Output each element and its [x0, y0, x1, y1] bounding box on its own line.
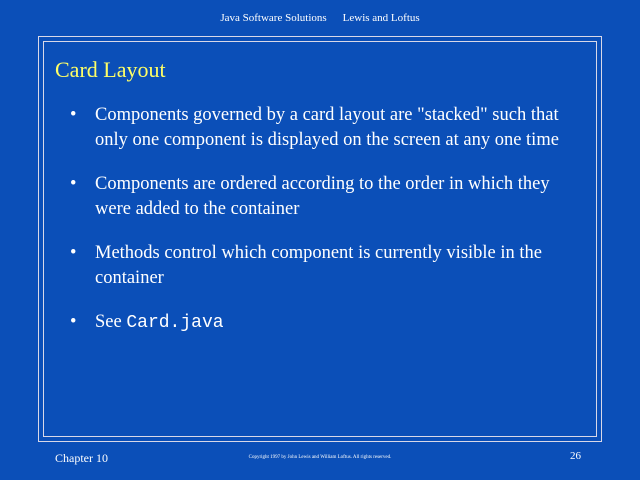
bullet-text: Components are ordered according to the order in which they were added to the container	[95, 174, 550, 219]
bullet-list	[70, 103, 590, 355]
code-filename: Card.java	[126, 313, 224, 333]
bullet-item	[70, 310, 590, 336]
copyright-notice: Copyright 1997 by John Lewis and William Loftus. All rights reserved.	[248, 455, 392, 460]
bullet-item	[70, 103, 590, 153]
bullet-marker: •	[70, 174, 77, 194]
page-number: 26	[570, 450, 581, 462]
book-title: Java Software Solutions	[220, 12, 327, 24]
bullet-text: Methods control which component is currently visible in the container	[95, 243, 542, 288]
bullet-item	[70, 241, 590, 291]
bullet-text	[95, 312, 224, 332]
slide-header	[0, 12, 640, 24]
bullet-marker: •	[70, 312, 77, 332]
chapter-label: Chapter 10	[55, 451, 108, 465]
bullet-prefix: See	[95, 312, 127, 332]
slide-title: Card Layout	[55, 57, 166, 82]
bullet-marker: •	[70, 105, 77, 125]
bullet-item	[70, 172, 590, 222]
bullet-marker: •	[70, 243, 77, 263]
authors: Lewis and Loftus	[342, 12, 420, 24]
bullet-text: Components governed by a card layout are "stacked" such that only one component is displayed on the screen at any one time	[95, 105, 559, 150]
